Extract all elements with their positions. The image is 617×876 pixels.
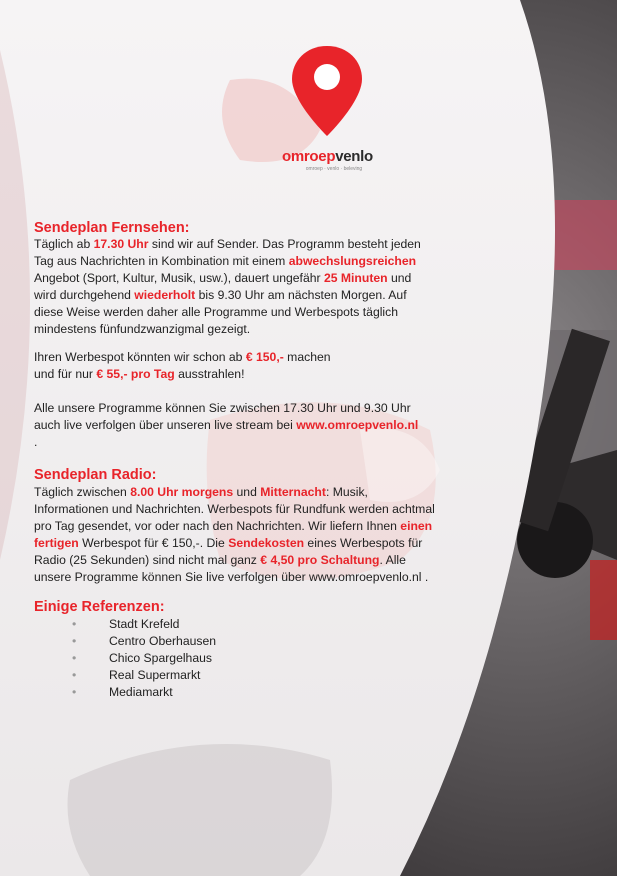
location-pin-icon: [282, 44, 372, 144]
tv-text: Täglich ab: [34, 237, 94, 251]
list-item: [72, 667, 216, 684]
bullet-icon: •: [72, 651, 77, 665]
tv-text: sind wir auf Sender. Das Programm besteht jeden Tag aus Nachrichten in Kombination mit einem: [34, 237, 421, 268]
tv-highlight-repeated: wiederholt: [134, 288, 196, 302]
radio-text: Täglich zwischen: [34, 485, 131, 499]
brand-wordmark: [282, 148, 372, 165]
radio-highlight-price: € 4,50 pro Schaltung: [260, 553, 380, 567]
list-item: [72, 616, 216, 633]
radio-heading: Sendeplan Radio:: [34, 467, 157, 483]
brand-logo: [282, 44, 372, 174]
radio-text: : Musik, Informationen und Nachrichten. Werbespots für Rundfunk werden achtmal pro Tag gesendet, vor oder nach den Nachrichten. Wir liefern Ihnen: [34, 485, 435, 533]
tv-text: bis 9.30 Uhr am nächsten Morgen. Auf diese Weise werden daher alle Programme und Werbespots täglich mindestens fünfundzwanzigmal gezeigt.: [34, 288, 407, 336]
tv-paragraph-2: [34, 349, 354, 383]
radio-text: . Alle unsere Programme können Sie live verfolgen über www.omroepvenlo.nl .: [34, 553, 429, 584]
reference-name: Real Supermarkt: [109, 668, 201, 682]
list-item: [72, 650, 216, 667]
radio-highlight-cost: Sendekosten: [228, 536, 305, 550]
tv-highlight-duration: 25 Minuten: [323, 271, 388, 285]
bullet-icon: •: [72, 685, 77, 699]
references-heading: Einige Referenzen:: [34, 599, 165, 615]
reference-name: Stadt Krefeld: [109, 617, 180, 631]
website-link[interactable]: www.omroepvenlo.nl: [296, 418, 419, 432]
radio-paragraph: [34, 484, 444, 586]
tv-heading: Sendeplan Fernsehen:: [34, 220, 190, 236]
radio-highlight-ready: einen fertigen: [34, 519, 433, 550]
brand-name-part2: venlo: [335, 148, 373, 165]
list-item: [72, 684, 216, 701]
radio-highlight-midnight: Mitternacht: [260, 485, 326, 499]
brand-name-part1: omroep: [282, 148, 336, 165]
reference-name: Chico Spargelhaus: [109, 651, 212, 665]
tv-highlight-time: 17.30 Uhr: [93, 237, 149, 251]
tv-highlight-price: € 150,-: [245, 350, 284, 364]
reference-name: Centro Oberhausen: [109, 634, 217, 648]
radio-text: eines Werbespots für Radio (25 Sekunden) sind nicht mal ganz: [34, 536, 423, 567]
reference-name: Mediamarkt: [109, 685, 173, 699]
radio-highlight-start: 8.00 Uhr morgens: [130, 485, 234, 499]
radio-text: Werbespot für € 150,-. Die: [78, 536, 229, 550]
tv-text: und wird durchgehend: [34, 271, 412, 302]
brand-tagline: omroep · venlo · beleving: [305, 166, 363, 172]
references-list: [72, 616, 216, 701]
bullet-icon: •: [72, 617, 77, 631]
tv-text: ausstrahlen!: [174, 367, 245, 381]
tv-paragraph-1: [34, 236, 430, 338]
list-item: [72, 633, 216, 650]
tv-text: Alle unsere Programme können Sie zwischen 17.30 Uhr und 9.30 Uhr auch live verfolgen über unseren live stream bei: [34, 401, 411, 432]
bullet-icon: •: [72, 634, 77, 648]
radio-text: und: [233, 485, 261, 499]
tv-text: machen und für nur: [34, 350, 331, 381]
tv-text: Ihren Werbespot könnten wir schon ab: [34, 350, 246, 364]
tv-text: .: [34, 435, 38, 449]
bullet-icon: •: [72, 668, 77, 682]
tv-paragraph-3: [34, 400, 424, 451]
tv-highlight-daily-price: € 55,- pro Tag: [96, 367, 175, 381]
tv-text: Angebot (Sport, Kultur, Musik, usw.), dauert ungefähr: [34, 271, 324, 285]
tv-highlight-variety: abwechslungsreichen: [288, 254, 417, 268]
